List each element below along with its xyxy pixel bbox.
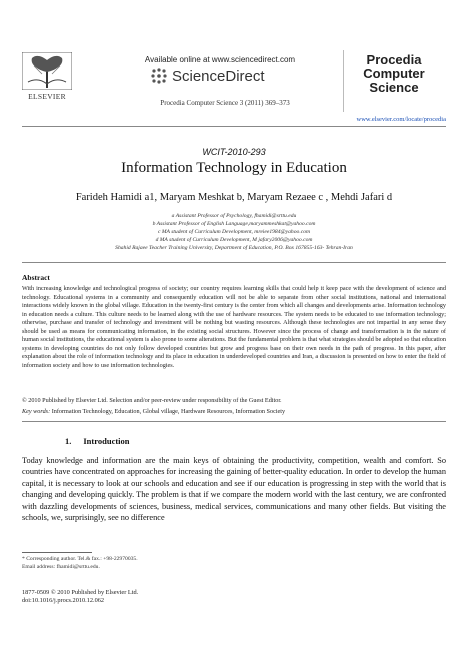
journal-citation: Procedia Computer Science 3 (2011) 369–373	[160, 99, 290, 107]
sciencedirect-dots-icon	[150, 67, 168, 85]
doi-line[interactable]: doi:10.1016/j.procs.2010.12.062	[22, 597, 105, 604]
affiliation-university: Shahid Rajaee Teacher Training University, Department of Education, P.O. Box 167855-163- Tehran-Iran	[115, 245, 353, 251]
keywords: Information Technology, Education, Global village, Hardware Resources, Information Society	[51, 408, 286, 415]
abstract-bottom-divider	[22, 421, 446, 422]
sciencedirect-wordmark: ScienceDirect	[172, 67, 265, 85]
badge-line-2: Computer	[363, 66, 425, 81]
abstract-top-divider	[22, 262, 446, 263]
affiliation-a: a Assistant Professor of Psychology, fhamidi@srttu.edu	[171, 213, 297, 219]
affiliation-d: d MA student of Curriculum Development, M jafary2006@yahoo.com	[155, 237, 313, 243]
available-online[interactable]: Available online at www.sciencedirect.com	[144, 55, 296, 64]
keywords-line	[22, 408, 446, 415]
sciencedirect-logo	[150, 66, 265, 86]
abstract-copyright: © 2010 Published by Elsevier Ltd. Selection and/or peer-review under responsibility of the Guest Editor.	[22, 397, 282, 404]
header-divider	[22, 126, 446, 127]
article-title: Information Technology in Education	[121, 160, 347, 176]
badge-line-3: Science	[369, 80, 419, 95]
introduction-body: Today knowledge and information are the main keys of obtaining the productivity, competition, wealth and comfort. So countries have concentrated on approaches for increasing the gaining of better-quality education. In order to develop the human capital, it is necessary to look at our schools and education and see if our education is progressing in step with the world that is changing and developing quickly. The problem is that if we compare the modern world with the last century, we are confronted with dazzling developments of sciences, business, medical services, communications and many other fields. But visiting the schools, we, surprisingly, see no difference	[22, 456, 446, 523]
publisher-name: ELSEVIER	[28, 92, 66, 101]
affiliation-b: b Assistant Professor of English Language,maryammeshkat@yahoo.com	[152, 221, 316, 227]
badge-line-1: Procedia	[366, 52, 422, 67]
author-list: Farideh Hamidi a1, Maryam Meshkat b, Maryam Rezaee c , Mehdi Jafari d	[75, 192, 393, 203]
journal-badge	[343, 50, 440, 112]
abstract-body: With increasing knowledge and technological progress of society; our country requires learning skills that could help it keep pace with the development of science and technology. Educational systems in a community and consequently education will not be able to separate from other social institutions, national and international interactions widely known in the global village. Education in the twenty-first century is the center from which all changes and developments arise. Information technology in education needs a culture. This culture needs to be learned along with the use of hardware resources. The system needs to be educated to use information technology; otherwise, purchase and transfer of technology and investment will be nothing but wasting resources. Although these technologies are not impartial in any sense they should be used as means for communicating information, in the existing social structures. However since the process of change and transformation is in the nature of human social institutions, the educational system is also prone to some alterations. But the fundamental problem is that what strategies should be adopted so that education systems in developing countries do not only follow developed countries but grow and progress base on their own needs in the path of progress. In this paper, after explanation about the role of information technology and its place in education in underdeveloped countries and Iran, a discussion is presented on how to enter the field of information society and how to use information technologies.	[22, 285, 446, 369]
conference-id: WCIT-2010-293	[202, 147, 266, 157]
issn-line: 1877-0509 © 2010 Published by Elsevier Ltd.	[22, 589, 139, 596]
footnote-divider	[22, 552, 92, 553]
footnote-email: Email address: fhamidi@srttu.edu.	[22, 564, 100, 570]
affiliation-c: c MA student of Curriculum Development, mreiee1984@yahoo.com	[157, 229, 311, 235]
elsevier-tree-logo	[22, 52, 72, 90]
keywords-label: Key words:	[22, 408, 51, 415]
section-title: Introduction	[83, 436, 130, 446]
section-heading	[65, 436, 130, 446]
footnote-corresponding: * Corresponding author. Tel.& fax.: +98-22970035.	[22, 556, 138, 562]
journal-url-link[interactable]: www.elsevier.com/locate/procedia	[356, 116, 446, 123]
abstract-heading: Abstract	[22, 273, 50, 282]
section-number: 1.	[65, 436, 72, 446]
